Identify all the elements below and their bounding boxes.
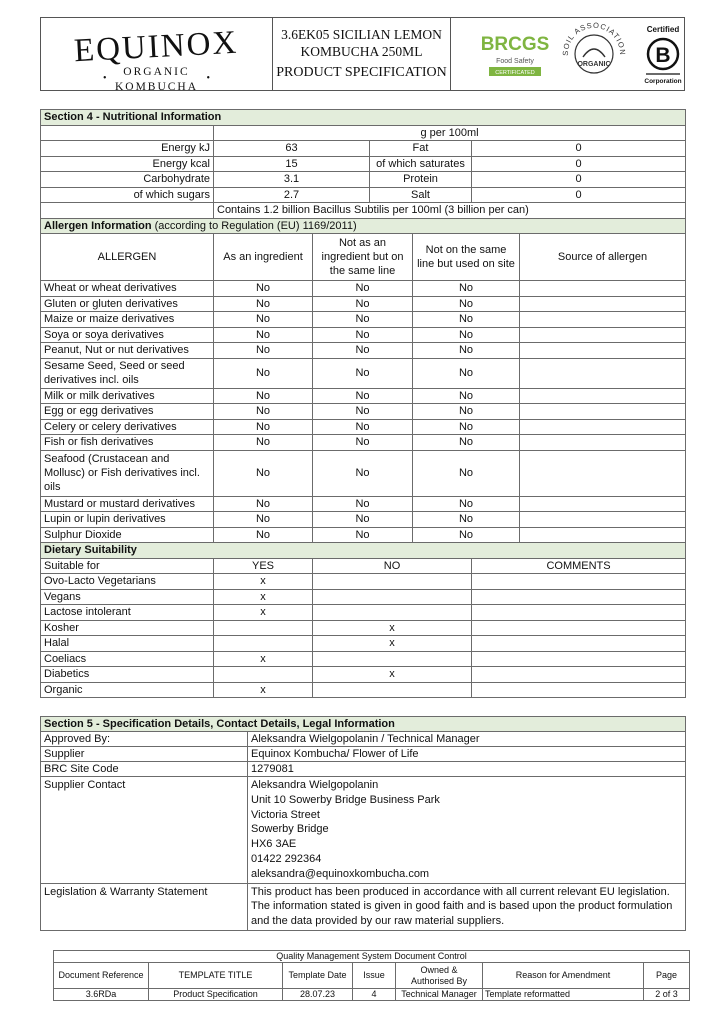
on-site: No	[413, 404, 520, 420]
dietary-name: Lactose intolerant	[41, 605, 214, 621]
contact-line: Aleksandra Wielgopolanin	[251, 779, 379, 791]
svg-text:B: B	[655, 44, 671, 67]
as-ingredient: No	[214, 404, 313, 420]
doc-control-value: Template reformatted	[483, 989, 644, 1001]
as-ingredient: No	[214, 450, 313, 496]
svg-text:Corporation: Corporation	[644, 78, 682, 85]
on-site: No	[413, 512, 520, 528]
allergen-row	[41, 512, 686, 528]
dietary-no	[313, 589, 472, 605]
dietary-comment	[472, 636, 686, 652]
on-site: No	[413, 496, 520, 512]
same-line: No	[313, 312, 413, 328]
dietary-rows	[41, 574, 686, 698]
dietary-section	[41, 543, 686, 574]
allergen-row	[41, 435, 686, 451]
document-control-title: Quality Management System Document Control	[54, 951, 690, 963]
allergen-row	[41, 496, 686, 512]
on-site: No	[413, 388, 520, 404]
dietary-col-header: YES	[214, 558, 313, 574]
allergen-row	[41, 388, 686, 404]
allergen-row	[41, 327, 686, 343]
doc-control-value: 2 of 3	[644, 989, 690, 1001]
as-ingredient: No	[214, 312, 313, 328]
allergen-name: Wheat or wheat derivatives	[41, 281, 214, 297]
dietary-row	[41, 682, 686, 698]
allergen-source	[520, 450, 686, 496]
dietary-title: Dietary Suitability	[41, 543, 686, 559]
contact-line: 01422 292364	[251, 852, 322, 865]
dietary-no	[313, 682, 472, 698]
nutrition-row	[41, 172, 686, 188]
legislation-text: This product has been produced in accordance with all current relevant EU legislation. The information stated is given in good faith and is based upon the product formulation and the data provided by our raw material suppliers.	[248, 883, 686, 930]
allergen-row	[41, 419, 686, 435]
doc-control-header: Reason for Amendment	[483, 963, 644, 989]
dietary-name: Diabetics	[41, 667, 214, 683]
allergen-row	[41, 358, 686, 388]
nutrient-label: Protein	[370, 172, 472, 188]
dietary-no: x	[313, 636, 472, 652]
doc-control-value: 28.07.23	[283, 989, 353, 1001]
allergen-row	[41, 296, 686, 312]
as-ingredient: No	[214, 512, 313, 528]
on-site: No	[413, 281, 520, 297]
nutrient-value: 15	[214, 156, 370, 172]
svg-text:ORGANIC: ORGANIC	[577, 61, 611, 68]
document-control-table	[53, 950, 690, 1001]
as-ingredient: No	[214, 419, 313, 435]
same-line: No	[313, 327, 413, 343]
approved-by-label: Approved By:	[41, 732, 248, 747]
supplier-label: Supplier	[41, 747, 248, 762]
document-title	[273, 18, 451, 90]
allergen-row	[41, 343, 686, 359]
on-site: No	[413, 358, 520, 388]
as-ingredient: No	[214, 296, 313, 312]
allergen-source	[520, 296, 686, 312]
on-site: No	[413, 527, 520, 543]
nutrient-label: of which saturates	[370, 156, 472, 172]
brand-name: EQUINOX	[73, 24, 240, 70]
dietary-no: x	[313, 667, 472, 683]
dietary-row	[41, 651, 686, 667]
supplier-contact-value	[248, 777, 686, 884]
allergen-source	[520, 343, 686, 359]
allergen-rows	[41, 281, 686, 543]
allergen-name: Mustard or mustard derivatives	[41, 496, 214, 512]
as-ingredient: No	[214, 343, 313, 359]
nutrient-label: Energy kJ	[41, 141, 214, 157]
dietary-row	[41, 620, 686, 636]
doc-control-header: Template Date	[283, 963, 353, 989]
certification-badges	[451, 18, 684, 90]
as-ingredient: No	[214, 527, 313, 543]
dietary-comment	[472, 574, 686, 590]
doc-control-value: 4	[353, 989, 396, 1001]
allergen-row	[41, 450, 686, 496]
nutrition-row	[41, 187, 686, 203]
title-line-1: 3.6EK05 SICILIAN LEMON	[281, 27, 442, 42]
allergen-name: Maize or maize derivatives	[41, 312, 214, 328]
allergen-name: Egg or egg derivatives	[41, 404, 214, 420]
svg-text:CERTIFICATED: CERTIFICATED	[495, 70, 535, 76]
dietary-yes: x	[214, 651, 313, 667]
dietary-name: Organic	[41, 682, 214, 698]
b-corp-logo	[638, 23, 688, 87]
allergen-name: Gluten or gluten derivatives	[41, 296, 214, 312]
dietary-comment	[472, 605, 686, 621]
allergen-col-header: ALLERGEN	[41, 234, 214, 281]
dietary-yes: x	[214, 682, 313, 698]
same-line: No	[313, 343, 413, 359]
approved-by-value: Aleksandra Wielgopolanin / Technical Manager	[248, 732, 686, 747]
on-site: No	[413, 419, 520, 435]
same-line: No	[313, 281, 413, 297]
on-site: No	[413, 435, 520, 451]
dietary-row	[41, 667, 686, 683]
allergen-row	[41, 281, 686, 297]
allergen-name: Seafood (Crustacean and Mollusc) or Fish derivatives incl. oils	[41, 450, 214, 496]
allergen-col-header: Not on the same line but used on site	[413, 234, 520, 281]
on-site: No	[413, 450, 520, 496]
allergen-source	[520, 404, 686, 420]
allergen-col-header: Source of allergen	[520, 234, 686, 281]
nutrient-value: 0	[472, 187, 686, 203]
same-line: No	[313, 419, 413, 435]
on-site: No	[413, 327, 520, 343]
title-line-3: PRODUCT SPECIFICATION	[276, 65, 447, 80]
allergen-name: Fish or fish derivatives	[41, 435, 214, 451]
nutrition-row	[41, 156, 686, 172]
svg-text:Food Safety: Food Safety	[496, 58, 534, 65]
allergen-name: Milk or milk derivatives	[41, 388, 214, 404]
allergen-header-row	[41, 234, 686, 281]
allergen-source	[520, 281, 686, 297]
allergen-source	[520, 496, 686, 512]
same-line: No	[313, 296, 413, 312]
dietary-name: Kosher	[41, 620, 214, 636]
allergen-col-header: As an ingredient	[214, 234, 313, 281]
doc-control-header: Issue	[353, 963, 396, 989]
brc-site-code-value: 1279081	[248, 762, 686, 777]
doc-control-header: TEMPLATE TITLE	[149, 963, 283, 989]
on-site: No	[413, 296, 520, 312]
nutrient-label: Energy kcal	[41, 156, 214, 172]
on-site: No	[413, 312, 520, 328]
section4-title: Section 4 - Nutritional Information	[41, 110, 686, 126]
dietary-no	[313, 605, 472, 621]
dietary-name: Coeliacs	[41, 651, 214, 667]
allergen-col-header: Not as an ingredient but on the same line	[313, 234, 413, 281]
dietary-comment	[472, 667, 686, 683]
dietary-comment	[472, 589, 686, 605]
dietary-no	[313, 574, 472, 590]
dietary-comment	[472, 651, 686, 667]
dietary-no	[313, 651, 472, 667]
dietary-yes: x	[214, 589, 313, 605]
same-line: No	[313, 496, 413, 512]
same-line: No	[313, 450, 413, 496]
allergen-name: Lupin or lupin derivatives	[41, 512, 214, 528]
supplier-contact-label: Supplier Contact	[41, 777, 248, 884]
allergen-name: Sesame Seed, Seed or seed derivatives incl. oils	[41, 358, 214, 388]
doc-control-header: Owned & Authorised By	[396, 963, 483, 989]
allergen-source	[520, 312, 686, 328]
as-ingredient: No	[214, 358, 313, 388]
allergen-title: Allergen Information (according to Regulation (EU) 1169/2011)	[41, 218, 686, 234]
as-ingredient: No	[214, 281, 313, 297]
allergen-source	[520, 419, 686, 435]
allergen-source	[520, 435, 686, 451]
contact-email: aleksandra@equinoxkombucha.com	[251, 867, 430, 880]
brand-sub-organic: ORGANIC	[123, 66, 190, 78]
dietary-yes: x	[214, 574, 313, 590]
specification-table	[40, 109, 686, 698]
nutrient-value: 63	[214, 141, 370, 157]
per-100ml-label: g per 100ml	[214, 125, 686, 141]
svg-text:Certified: Certified	[646, 25, 680, 34]
supplier-value: Equinox Kombucha/ Flower of Life	[248, 747, 686, 762]
dietary-comment	[472, 620, 686, 636]
allergen-name: Peanut, Nut or nut derivatives	[41, 343, 214, 359]
dietary-col-header: Suitable for	[41, 558, 214, 574]
brcgs-logo	[480, 30, 550, 80]
brand-dot-left: •	[103, 73, 107, 84]
nutrient-value: 0	[472, 172, 686, 188]
same-line: No	[313, 435, 413, 451]
legislation-label: Legislation & Warranty Statement	[41, 883, 248, 930]
dietary-yes	[214, 636, 313, 652]
same-line: No	[313, 527, 413, 543]
allergen-name: Soya or soya derivatives	[41, 327, 214, 343]
contact-line: Victoria Street	[251, 808, 320, 821]
contact-line: HX6 3AE	[251, 838, 297, 851]
nutrient-label: Salt	[370, 187, 472, 203]
brc-site-code-label: BRC Site Code	[41, 762, 248, 777]
dietary-name: Halal	[41, 636, 214, 652]
soil-association-logo	[561, 21, 627, 87]
equinox-logo	[41, 18, 273, 93]
svg-text:SOIL ASSOCIATION: SOIL ASSOCIATION	[561, 21, 627, 56]
allergen-name: Celery or celery derivatives	[41, 419, 214, 435]
bacillus-note: Contains 1.2 billion Bacillus Subtilis per 100ml (3 billion per can)	[214, 203, 686, 219]
allergen-row	[41, 527, 686, 543]
dietary-yes	[214, 667, 313, 683]
nutrient-value: 2.7	[214, 187, 370, 203]
dietary-yes: x	[214, 605, 313, 621]
title-line-2: KOMBUCHA 250ML	[300, 44, 423, 59]
dietary-row	[41, 589, 686, 605]
dietary-row	[41, 605, 686, 621]
allergen-row	[41, 404, 686, 420]
dietary-row	[41, 574, 686, 590]
nutrition-section	[41, 110, 686, 219]
allergen-row	[41, 312, 686, 328]
allergen-name: Sulphur Dioxide	[41, 527, 214, 543]
nutrient-label: Fat	[370, 141, 472, 157]
dietary-comment	[472, 682, 686, 698]
as-ingredient: No	[214, 388, 313, 404]
as-ingredient: No	[214, 327, 313, 343]
doc-control-header: Page	[644, 963, 690, 989]
dietary-col-header: COMMENTS	[472, 558, 686, 574]
doc-control-value: Technical Manager	[396, 989, 483, 1001]
dietary-name: Ovo-Lacto Vegetarians	[41, 574, 214, 590]
dietary-col-header: NO	[313, 558, 472, 574]
dietary-no: x	[313, 620, 472, 636]
section5-table	[40, 716, 686, 931]
brand-sub-kombucha: KOMBUCHA	[114, 81, 199, 93]
same-line: No	[313, 388, 413, 404]
nutrient-value: 3.1	[214, 172, 370, 188]
contact-line: Unit 10 Sowerby Bridge Business Park	[251, 793, 440, 806]
allergen-source	[520, 512, 686, 528]
nutrient-label: of which sugars	[41, 187, 214, 203]
doc-control-value: Product Specification	[149, 989, 283, 1001]
same-line: No	[313, 512, 413, 528]
allergen-section	[41, 218, 686, 281]
doc-control-header: Document Reference	[54, 963, 149, 989]
dietary-header-row	[41, 558, 686, 574]
as-ingredient: No	[214, 496, 313, 512]
nutrition-row	[41, 141, 686, 157]
allergen-source	[520, 327, 686, 343]
section5-title: Section 5 - Specification Details, Contact Details, Legal Information	[41, 717, 686, 732]
nutrient-value: 0	[472, 156, 686, 172]
contact-line: Sowerby Bridge	[251, 823, 329, 836]
document-header	[40, 17, 685, 91]
dietary-yes	[214, 620, 313, 636]
on-site: No	[413, 343, 520, 359]
brand-dot-right: •	[206, 73, 210, 84]
allergen-source	[520, 358, 686, 388]
doc-control-value: 3.6RDa	[54, 989, 149, 1001]
allergen-source	[520, 388, 686, 404]
same-line: No	[313, 358, 413, 388]
dietary-row	[41, 636, 686, 652]
nutrient-value: 0	[472, 141, 686, 157]
dietary-name: Vegans	[41, 589, 214, 605]
same-line: No	[313, 404, 413, 420]
svg-text:BRCGS: BRCGS	[480, 34, 550, 55]
as-ingredient: No	[214, 435, 313, 451]
nutrient-label: Carbohydrate	[41, 172, 214, 188]
allergen-source	[520, 527, 686, 543]
